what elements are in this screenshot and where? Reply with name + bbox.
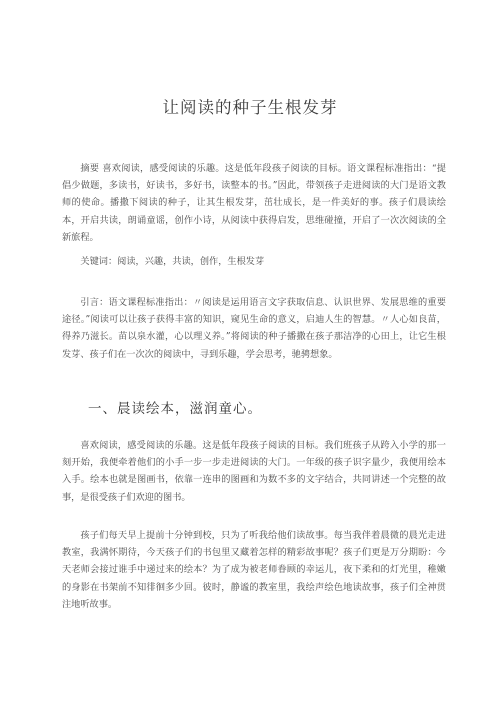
abstract-paragraph: 摘要 喜欢阅读，感受阅读的乐趣。这是低年段孩子阅读的目标。语文课程标准指出：“提倡少做题，多读书，好读书，多好书，读整本的书。”因此，带领孩子走进阅读的大门是语文教师的使命。播撒下阅读的种子，让其生根发芽，茁壮成长，是一件美好的事。孩子们晨读绘本，开启共读，朗诵童谣，创作小诗，从阅读中获得启发，思维碰撞，开启了一次次阅读的全新旅程。 <box>62 163 446 243</box>
section-heading: 一、晨读绘本，滋润童心。 <box>88 401 262 417</box>
document-title: 让阅读的种子生根发芽 <box>162 98 338 117</box>
keywords-paragraph: 关键词：阅读，兴趣，共读，创作，生根发芽 <box>80 256 265 267</box>
body-paragraph-2: 孩子们每天早上提前十分钟到校，只为了听我给他们读故事。每当我伴着晨微的晨光走进教室，我满怀期待，今天孩子们的书包里又藏着怎样的精彩故事呢？孩子们更是万分期盼：今天老师会接过谁手中递过来的绘本？为了成为被老师眷顾的幸运儿，夜下柔和的灯光里，稚嫩的身影在书架前不知徘徊多少回。彼时，静谧的教室里，我绘声绘色地读故事，孩子们全神贯注地听故事。 <box>62 530 446 610</box>
intro-paragraph: 引言：语文课程标准指出：〃阅读是运用语言文字获取信息、认识世界、发展思维的重要途径。”阅读可以让孩子获得丰富的知识，窥见生命的意义，启迪人生的智慧。〃人心如良苗，得养乃滋长。苗以泉水灌，心以理义养。”将阅读的种子播撒在孩子那洁净的心田上，让它生根发芽、孩子们在一次次的阅读中，寻到乐趣，学会思考，驰骋想象。 <box>62 297 446 360</box>
body-paragraph-1: 喜欢阅读，感受阅读的乐趣。这是低年段孩子阅读的目标。我们班孩子从跨入小学的那一刻开始，我便牵着他们的小手一步一步走进阅读的大门。一年级的孩子识字量少，我便用绘本入手。绘本也就是图画书，依靠一连串的图画和为数不多的文字结合，共同讲述一个完整的故事，是很受孩子们欢迎的图书。 <box>62 440 446 503</box>
